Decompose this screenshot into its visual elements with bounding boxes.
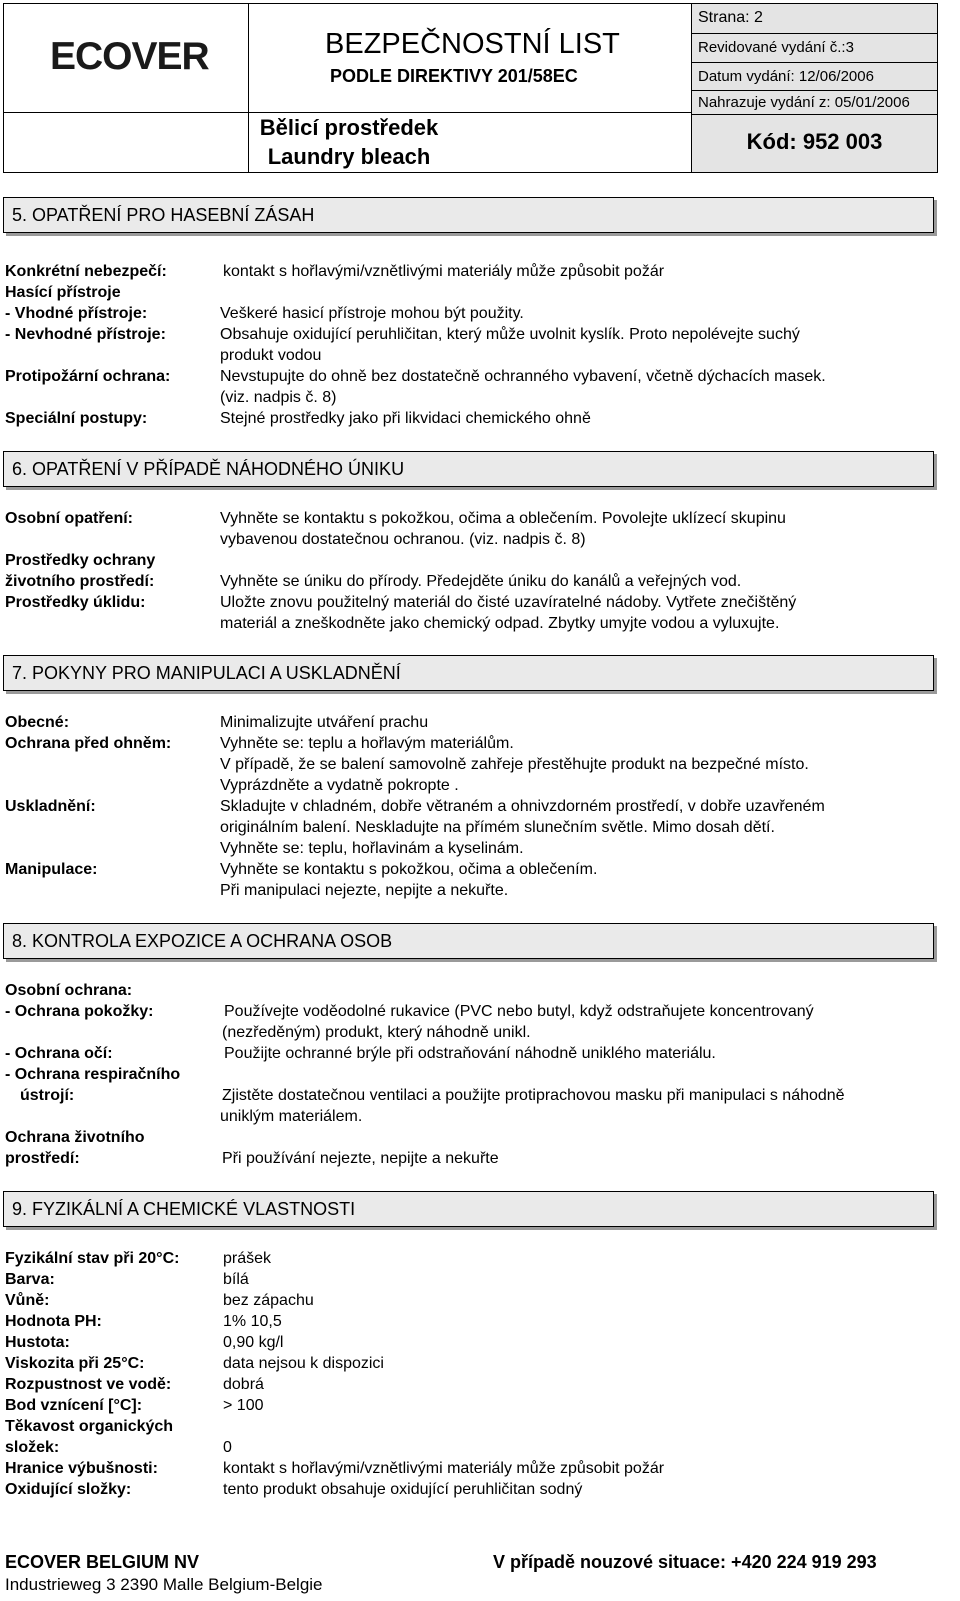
property-label: Hodnota PH: bbox=[5, 1313, 102, 1330]
s5-value-fire-protection-line2: (viz. nadpis č. 8) bbox=[220, 389, 337, 406]
property-label: Hustota: bbox=[5, 1334, 70, 1351]
s7-value-handling-line1: Vyhněte se kontaktu s pokožkou, očima a oblečením. bbox=[220, 861, 598, 878]
properties-table bbox=[0, 1249, 960, 1509]
section-9-title: 9. FYZIKÁLNÍ A CHEMICKÉ VLASTNOSTI bbox=[12, 1199, 356, 1219]
product-name-cz: Bělicí prostředek bbox=[259, 115, 439, 140]
document-title: BEZPEČNOSTNÍ LIST bbox=[325, 28, 620, 60]
s5-label-unsuitable: - Nevhodné přístroje: bbox=[5, 326, 166, 343]
section-7-header bbox=[3, 655, 934, 691]
property-value: kontakt s hořlavými/vznětlivými materiály může způsobit požár bbox=[223, 1460, 665, 1477]
section-6-title: 6. OPATŘENÍ V PŘÍPADĚ NÁHODNÉHO ÚNIKU bbox=[12, 459, 405, 479]
s5-value-suitable: Veškeré hasicí přístroje mohou být použity. bbox=[220, 305, 524, 322]
s6-label-environment-line1: Prostředky ochrany bbox=[5, 552, 156, 569]
s8-label-skin: - Ochrana pokožky: bbox=[5, 1003, 154, 1020]
property-label: složek: bbox=[5, 1439, 60, 1456]
s8-value-skin-line2: (nezředěným) produkt, který náhodně unikl. bbox=[222, 1024, 531, 1041]
s8-value-eyes: Použijte ochranné brýle při odstraňování náhodně uniklého materiálu. bbox=[224, 1045, 716, 1062]
section-6-header bbox=[3, 451, 934, 487]
property-value: prášek bbox=[223, 1250, 272, 1267]
s8-label-environment-line2: prostředí: bbox=[5, 1150, 80, 1167]
s7-value-general: Minimalizujte utváření prachu bbox=[220, 714, 429, 731]
s7-value-storage-line3: Vyhněte se: teplu, hořlavinám a kyselinám. bbox=[220, 840, 524, 857]
property-value: 0,90 kg/l bbox=[223, 1334, 284, 1351]
property-label: Rozpustnost ve vodě: bbox=[5, 1376, 172, 1393]
section-7-title: 7. POKYNY PRO MANIPULACI A USKLADNĚNÍ bbox=[12, 663, 401, 683]
product-code: Kód: 952 003 bbox=[746, 129, 883, 154]
s5-value-specific-hazard: kontakt s hořlavými/vznětlivými materiály může způsobit požár bbox=[223, 263, 665, 280]
section-9-header bbox=[3, 1191, 934, 1227]
s8-label-environment-line1: Ochrana životního bbox=[5, 1129, 145, 1146]
property-label: Hranice výbušnosti: bbox=[5, 1460, 158, 1477]
s6-value-cleanup-line2: materiál a zneškodněte jako chemický odpad. Zbytky umyjte vodou a vyluxujte. bbox=[220, 615, 780, 632]
s6-label-personal: Osobní opatření: bbox=[5, 510, 133, 527]
logo: ECOVER bbox=[50, 35, 209, 78]
s8-label-respiratory-line1: - Ochrana respiračního bbox=[5, 1066, 181, 1083]
s5-value-unsuitable-line2: produkt vodou bbox=[220, 347, 322, 364]
s5-label-suitable: - Vhodné přístroje: bbox=[5, 305, 148, 322]
s5-value-special-procedures: Stejné prostředky jako při likvidaci chemického ohně bbox=[220, 410, 591, 427]
property-label: Fyzikální stav při 20°C: bbox=[5, 1250, 180, 1267]
issue-date: Datum vydání: 12/06/2006 bbox=[698, 68, 874, 85]
section-5-title: 5. OPATŘENÍ PRO HASEBNÍ ZÁSAH bbox=[12, 205, 315, 225]
document-header bbox=[3, 3, 938, 173]
property-label: Oxidující složky: bbox=[5, 1481, 132, 1498]
s6-label-environment-line2: životního prostředí: bbox=[5, 573, 155, 590]
s8-value-respiratory-line1: Zjistěte dostatečnou ventilaci a použijte protiprachovou masku při manipulaci s náhodně bbox=[222, 1087, 845, 1104]
footer-emergency: V případě nouzové situace: +420 224 919 293 bbox=[493, 1552, 877, 1572]
s8-label-eyes: - Ochrana očí: bbox=[5, 1045, 113, 1062]
property-value: data nejsou k dispozici bbox=[223, 1355, 384, 1372]
section-5-header bbox=[3, 197, 934, 233]
s7-value-handling-line2: Při manipulaci nejezte, nepijte a nekuřte. bbox=[220, 882, 509, 899]
s6-value-cleanup-line1: Uložte znovu použitelný materiál do čisté uzavíratelné nádoby. Vytřete znečištěný bbox=[220, 594, 797, 611]
document-subtitle: PODLE DIREKTIVY 201/58EC bbox=[330, 66, 578, 86]
product-name-en: Laundry bleach bbox=[267, 144, 431, 169]
property-value: > 100 bbox=[223, 1397, 264, 1414]
s5-label-specific-hazard: Konkrétní nebezpečí: bbox=[5, 263, 167, 280]
s8-value-skin-line1: Používejte voděodolné rukavice (PVC nebo butyl, když odstraňujete koncentrovaný bbox=[224, 1003, 814, 1020]
section-8-header bbox=[3, 923, 934, 959]
property-value: dobrá bbox=[223, 1376, 264, 1393]
page-number: Strana: 2 bbox=[698, 9, 763, 26]
logo-cell bbox=[4, 4, 249, 172]
s7-label-general: Obecné: bbox=[5, 714, 70, 731]
property-value: 0 bbox=[223, 1439, 232, 1456]
footer-address: Industrieweg 3 2390 Malle Belgium-Belgie bbox=[5, 1575, 323, 1594]
s5-value-unsuitable-line1: Obsahuje oxidující peruhličitan, který může uvolnit kyslík. Proto nepolévejte suchý bbox=[220, 326, 800, 343]
s6-value-environment: Vyhněte se úniku do přírody. Předejděte úniku do kanálů a veřejných vod. bbox=[220, 573, 742, 590]
s8-label-personal: Osobní ochrana: bbox=[5, 982, 133, 999]
property-label: Těkavost organických bbox=[5, 1418, 174, 1435]
s8-value-respiratory-line2: uniklým materiálem. bbox=[220, 1108, 363, 1125]
s5-label-fire-protection: Protipožární ochrana: bbox=[5, 368, 171, 385]
s5-value-fire-protection-line1: Nevstupujte do ohně bez dostatečně ochranného vybavení, včetně dýchacích masek. bbox=[220, 368, 826, 385]
revision-number: Revidované vydání č.:3 bbox=[698, 39, 854, 56]
s6-value-personal-line2: vybavenou dostatečnou ochranou. (viz. nadpis č. 8) bbox=[220, 531, 586, 548]
s5-label-special-procedures: Speciální postupy: bbox=[5, 410, 148, 427]
section-8-title: 8. KONTROLA EXPOZICE A OCHRANA OSOB bbox=[12, 931, 393, 951]
s7-value-storage-line1: Skladujte v chladném, dobře větraném a ohnivzdorném prostředí, v dobře uzavřeném bbox=[220, 798, 825, 815]
property-value: bez zápachu bbox=[223, 1292, 314, 1309]
property-value: tento produkt obsahuje oxidující peruhličitan sodný bbox=[223, 1481, 583, 1498]
footer-company: ECOVER BELGIUM NV bbox=[5, 1552, 200, 1572]
s7-value-storage-line2: originálním balení. Neskladujte na přímém slunečním světle. Mimo dosah dětí. bbox=[220, 819, 775, 836]
property-label: Vůně: bbox=[5, 1292, 50, 1309]
property-label: Barva: bbox=[5, 1271, 55, 1288]
property-value: 1% 10,5 bbox=[223, 1313, 282, 1330]
s7-label-fire: Ochrana před ohněm: bbox=[5, 735, 172, 752]
s8-label-respiratory-line2: ústrojí: bbox=[20, 1087, 75, 1104]
s7-label-storage: Uskladnění: bbox=[5, 798, 96, 815]
property-value: bílá bbox=[223, 1271, 249, 1288]
s7-value-fire-line3: Vyprázdněte a vydatně pokropte . bbox=[220, 777, 459, 794]
s7-label-handling: Manipulace: bbox=[5, 861, 98, 878]
s5-label-extinguishers: Hasící přístroje bbox=[5, 284, 121, 301]
s8-value-environment: Při používání nejezte, nepijte a nekuřte bbox=[222, 1150, 499, 1167]
s7-value-fire-line1: Vyhněte se: teplu a hořlavým materiálům. bbox=[220, 735, 514, 752]
property-label: Bod vznícení [°C]: bbox=[5, 1397, 143, 1414]
s6-label-cleanup: Prostředky úklidu: bbox=[5, 594, 146, 611]
replaces-date: Nahrazuje vydání z: 05/01/2006 bbox=[698, 94, 910, 111]
property-label: Viskozita při 25°C: bbox=[5, 1355, 145, 1372]
s7-value-fire-line2: V případě, že se balení samovolně zahřeje přestěhujte produkt na bezpečné místo. bbox=[220, 756, 809, 773]
s6-value-personal-line1: Vyhněte se kontaktu s pokožkou, očima a oblečením. Povolejte uklízecí skupinu bbox=[220, 510, 786, 527]
